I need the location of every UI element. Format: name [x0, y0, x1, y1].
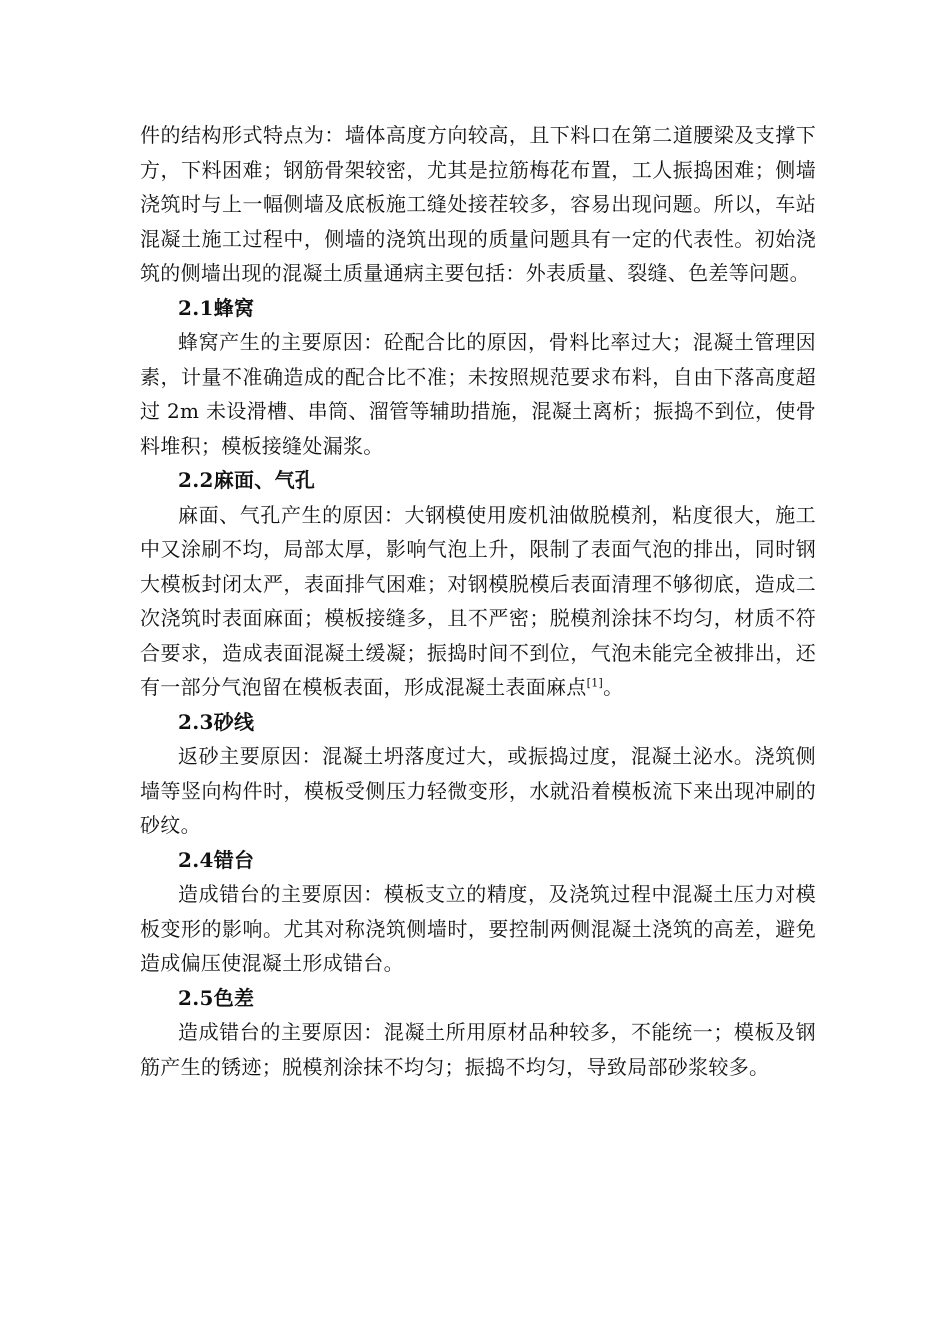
section-heading-sand-lines: 2.3砂线 [178, 709, 255, 734]
section-heading-honeycomb: 2.1蜂窝 [178, 295, 255, 320]
section-body-text: 麻面、气孔产生的原因：大钢模使用废机油做脱模剂，粘度很大，施工中又涂刷不均，局部太厚，影响气泡上升，限制了表面气泡的排出，同时钢大模板封闭太严，表面排气困难；对钢模脱模后表面清理不够彻底，造成二次浇筑时表面麻面；模板接缝多，且不严密；脱模剂涂抹不均匀，材质不符合要求，造成表面混凝土缓凝；振捣时间不到位，气泡未能完全被排出，还有一部分气泡留在模板表面，形成混凝土表面麻点 [140, 502, 816, 699]
document-page [140, 118, 816, 1084]
section-body-sand-lines: 返砂主要原因：混凝土坍落度过大，或振捣过度，混凝土泌水。浇筑侧墙等竖向构件时，模板受侧压力轻微变形，水就沿着模板流下来出现冲刷的砂纹。 [140, 744, 816, 837]
section-heading-color-difference: 2.5色差 [178, 985, 255, 1010]
section-heading-pitting-pores: 2.2麻面、气孔 [178, 468, 316, 492]
section-body-color-difference: 造成错台的主要原因：混凝土所用原材品种较多，不能统一；模板及钢筋产生的锈迹；脱模剂涂抹不均匀；振捣不均匀，导致局部砂浆较多。 [140, 1020, 816, 1079]
section-body-tail: 。 [603, 675, 624, 699]
intro-paragraph: 件的结构形式特点为：墙体高度方向较高，且下料口在第二道腰梁及支撑下方，下料困难；钢筋骨架较密，尤其是拉筋梅花布置，工人振捣困难；侧墙浇筑时与上一幅侧墙及底板施工缝处接茬较多，容易出现问题。所以，车站混凝土施工过程中，侧墙的浇筑出现的质量问题具有一定的代表性。初始浇筑的侧墙出现的混凝土质量通病主要包括：外表质量、裂缝、色差等问题。 [140, 123, 816, 285]
citation-reference: [1] [586, 676, 604, 690]
section-body-honeycomb: 蜂窝产生的主要原因：砼配合比的原因，骨料比率过大；混凝土管理因素，计量不准确造成的配合比不准；未按照规范要求布料，自由下落高度超过 2m 未设滑槽、串筒、溜管等辅助措施，混凝土离析；振捣不到位，使骨料堆积；模板接缝处漏浆。 [140, 330, 816, 458]
section-heading-misalignment: 2.4错台 [178, 847, 255, 872]
section-body-misalignment: 造成错台的主要原因：模板支立的精度，及浇筑过程中混凝土压力对模板变形的影响。尤其对称浇筑侧墙时，要控制两侧混凝土浇筑的高差，避免造成偏压使混凝土形成错台。 [140, 882, 816, 975]
section-body-pitting-pores [140, 498, 816, 705]
